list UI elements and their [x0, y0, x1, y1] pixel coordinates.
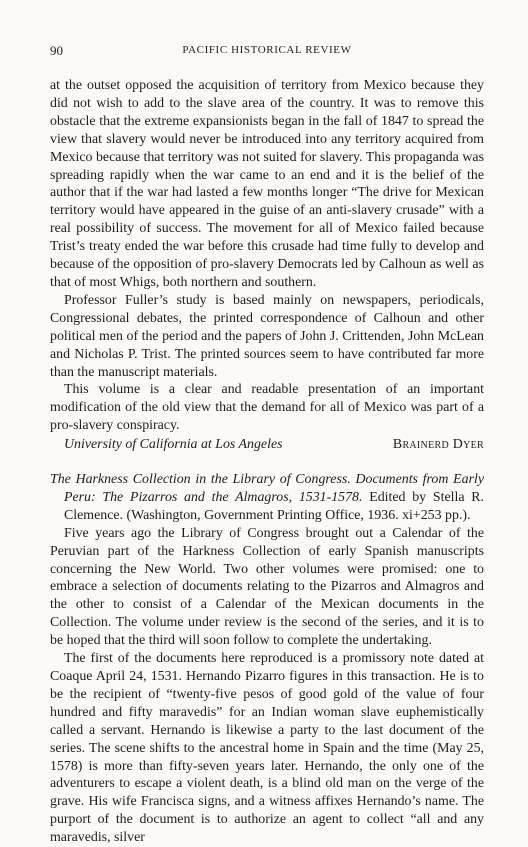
reviewer-name: Brainerd Dyer [392, 437, 484, 453]
review1-paragraph-1: at the outset opposed the acquisition of territory from Mexico because they did not wish to add to the slave area of the country. It was to remove this obstacle that the extreme expansionists began in the fall of 1847 to spread the view that slavery would never be introduced into any territory acquired from Mexico because that territory was not suited for slavery. This propaganda was spreading rapidly when the war came to an end and it is the belief of the author that if the war had lasted a few months longer “The drive for Mexican territory would have appeared in the guise of an anti-slavery crusade” with a real possibility of success. The movement for all of Mexico failed because Trist’s treaty ended the war before this crusade had time fully to develop and because of the opposition of pro-slavery Democrats led by Calhoun as well as that of most Whigs, both northern and southern. [50, 78, 484, 290]
page-header [50, 43, 484, 59]
review1-paragraph-2: Professor Fuller’s study is based mainly on newspapers, periodicals, Congressional debates, the printed correspondence of Calhoun and other political men of the period and the papers of John J. Crittenden, John McLean and Nicholas P. Trist. The printed sources seem to have contributed far more than the manuscript materials. [50, 292, 484, 380]
reviewer-affiliation: University of California at Los Angeles [64, 437, 283, 453]
review1-signature [50, 436, 484, 454]
book-title: The Harkness Collection in the Library of Congress. Documents from Early Peru: The Pizarros and the Almagros, 1531-1578. [50, 472, 484, 505]
page-body [50, 77, 484, 847]
running-head: PACIFIC HISTORICAL REVIEW [182, 44, 352, 56]
review2-paragraph-1: Five years ago the Library of Congress brought out a Calendar of the Peruvian part of the Harkness Collection of early Spanish manuscripts concerning the New World. Two other volumes were promised: one to embrace a selection of documents relating to the Pizarros and Almagros and the other to consist of a Calendar of the Mexican documents in the Collection. The volume under review is the second of the series, and it is to be hoped that the third will soon follow to complete the undertaking. [50, 525, 484, 649]
review2-citation [50, 471, 484, 525]
book-details: Edited by Stella R. Clemence. (Washington, Government Printing Office, 1936. xi+253 pp.). [64, 489, 484, 523]
review1-paragraph-3: This volume is a clear and readable presentation of an important modification of the old view that the demand for all of Mexico was part of a pro-slavery conspiracy. [50, 382, 484, 434]
review2-paragraph-2: The first of the documents here reproduced is a promissory note dated at Coaque April 24, 1531. Hernando Pizarro figures in this transaction. He is to be the recipient of “twenty-five pesos of good gold of the value of four hundred and fifty maravedis” for an Indian woman slave euphemistically called a servant. Hernando is likewise a party to the last document of the series. The scene shifts to the ancestral home in Spain and the time (May 25, 1578) is more than fifty-seven years later. Hernando, the only one of the adventurers to escape a violent death, is a blind old man on the verge of the grave. His wife Francisca signs, and a witness affixes Hernando’s name. The purport of the document is to authorize an agent to collect “all and any maravedis, silver [50, 651, 484, 846]
page-number: 90 [50, 43, 63, 58]
